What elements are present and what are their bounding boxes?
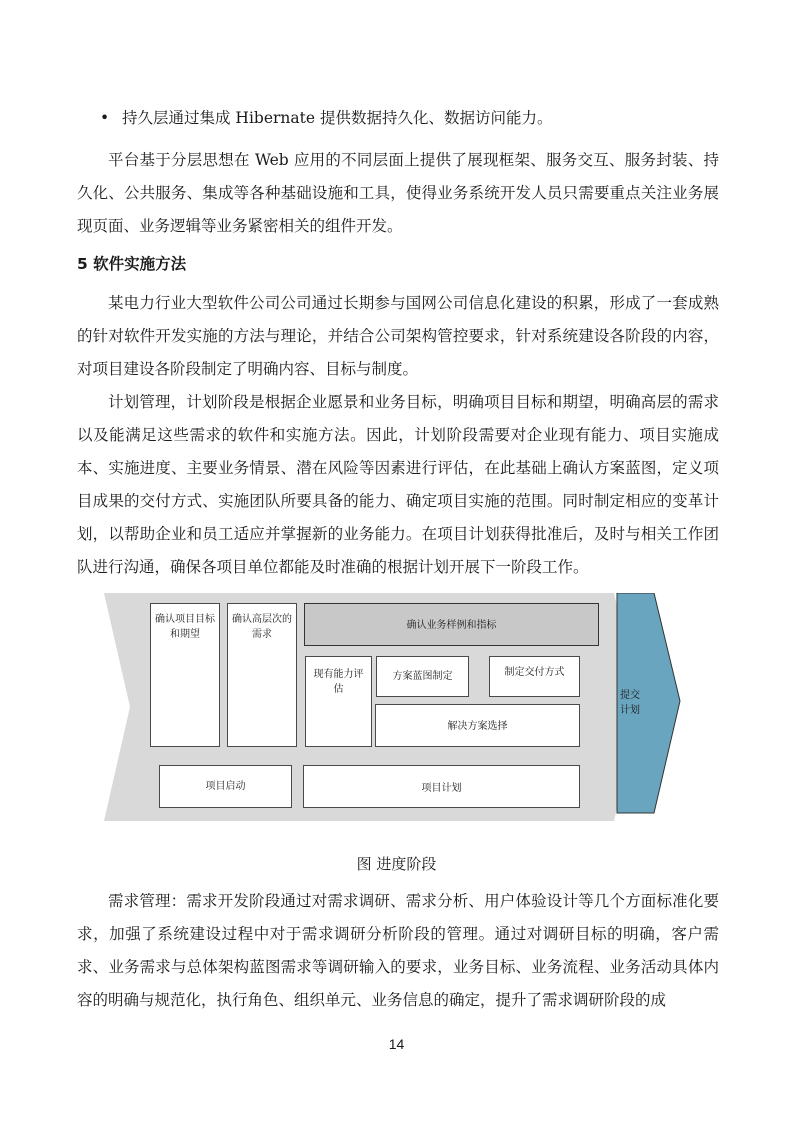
page-number: 14 bbox=[388, 1036, 405, 1052]
paragraph-platform: 平台基于分层思想在 Web 应用的不同层面上提供了展现框架、服务交互、服务封装、持久化、公共服务、集成等各种基础设施和工具，使得业务系统开发人员只需要重点关注业务展现页面、业务逻辑等业务紧密相关的组件开发。 bbox=[77, 151, 719, 235]
bullet-marker: • bbox=[100, 109, 110, 127]
progress-stage-diagram bbox=[104, 593, 684, 821]
box-confirm-scope: 确认业务样例和指标 bbox=[304, 603, 599, 646]
box-blueprint: 方案蓝图制定 bbox=[376, 656, 469, 697]
box-delivery-method: 制定交付方式 bbox=[489, 656, 580, 697]
box-solution-selection: 解决方案选择 bbox=[375, 704, 580, 747]
box-project-kickoff: 项目启动 bbox=[159, 765, 292, 808]
paragraph-intro: 某电力行业大型软件公司公司通过长期参与国网公司信息化建设的积累，形成了一套成熟的针对软件开发实施的方法与理论，并结合公司架构管控要求，针对系统建设各阶段的内容，对项目建设各阶段制定了明确内容、目标与制度。 bbox=[77, 294, 719, 378]
paragraph-requirements: 需求管理：需求开发阶段通过对需求调研、需求分析、用户体验设计等几个方面标准化要求，加强了系统建设过程中对于需求调研分析阶段的管理。通过对调研目标的明确，客户需求、业务需求与总体架构蓝图需求等调研输入的要求，业务目标、业务流程、业务活动具体内容的明确与规范化，执行角色、组织单元、业务信息的确定，提升了需求调研阶段的成 bbox=[77, 892, 719, 1009]
box-capability-assessment: 现有能力评估 bbox=[305, 656, 372, 747]
figure-caption: 图 进度阶段 bbox=[356, 855, 437, 873]
arrow-label: 提交计划 bbox=[620, 690, 640, 716]
box-project-plan: 项目计划 bbox=[303, 765, 580, 808]
section-heading: 5 软件实施方法 bbox=[77, 255, 187, 273]
paragraph-plan: 计划管理，计划阶段是根据企业愿景和业务目标，明确项目目标和期望，明确高层的需求以及能满足这些需求的软件和实施方法。因此，计划阶段需要对企业现有能力、项目实施成本、实施进度、主要业务情景、潜在风险等因素进行评估，在此基础上确认方案蓝图，定义项目成果的交付方式、实施团队所要具备的能力、确定项目实施的范围。同时制定相应的变革计划，以帮助企业和员工适应并掌握新的业务能力。在项目计划获得批准后，及时与相关工作团队进行沟通，确保各项目单位都能及时准确的根据计划开展下一阶段工作。 bbox=[77, 393, 719, 576]
box-confirm-goals: 确认项目目标和期望 bbox=[150, 603, 220, 747]
bullet-item bbox=[100, 104, 552, 132]
bullet-text: 持久层通过集成 Hibernate 提供数据持久化、数据访问能力。 bbox=[122, 109, 553, 127]
box-confirm-needs: 确认高层次的需求 bbox=[227, 603, 297, 747]
